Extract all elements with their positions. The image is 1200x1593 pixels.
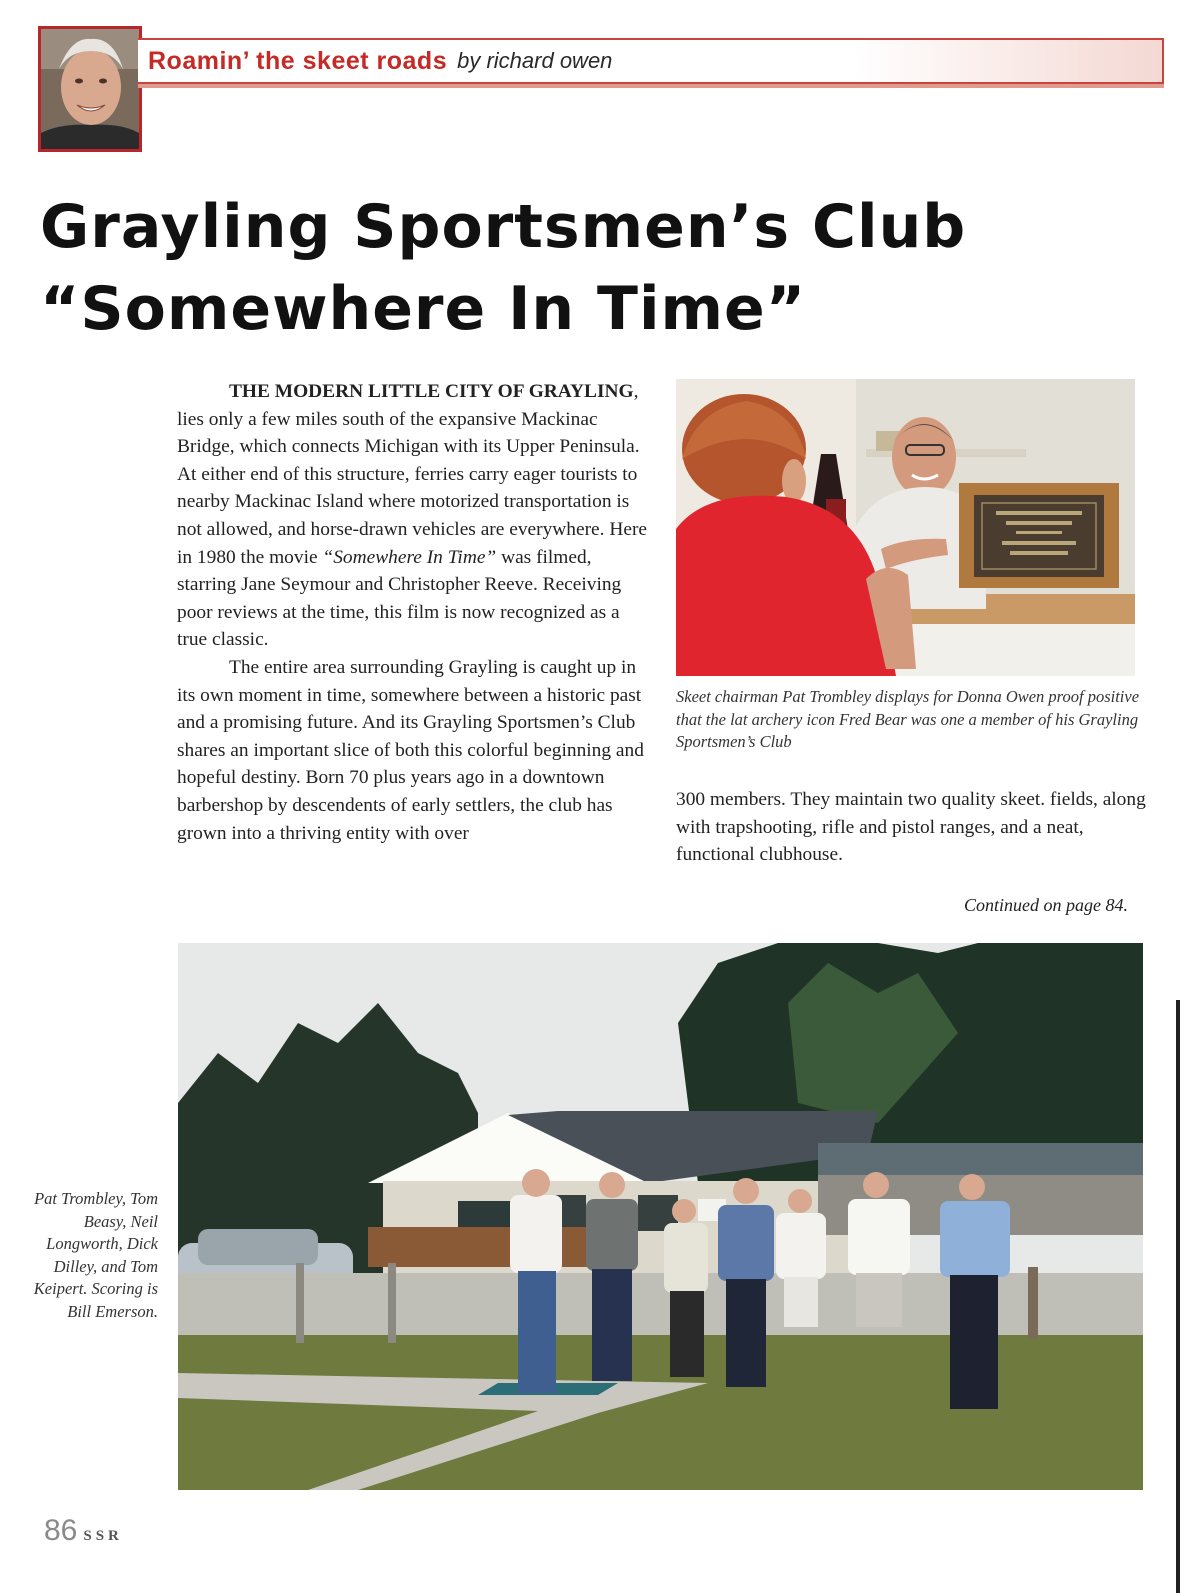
article-headline	[40, 186, 1140, 350]
byline: by richard owen	[457, 48, 613, 73]
binding-edge	[1172, 120, 1180, 1593]
body-column-left	[177, 378, 647, 847]
body-paragraph-1	[177, 378, 647, 654]
body-paragraph-2: The entire area surrounding Grayling is caught up in its own moment in time, somewhere between a historic past and a promising future. And its Grayling Sportsmen’s Club shares an important slice of both this colorful beginning and hopeful destiny. Born 70 plus years ago in a downtown barbershop by descendents of early settlers, the club has grown into a thriving entity with over	[177, 656, 644, 844]
page-number: 86	[44, 1514, 78, 1547]
magazine-name: SSR	[83, 1528, 123, 1544]
movie-title: “Somewhere In Time”	[322, 546, 497, 568]
paragraph-1-text-a: , lies only a few miles south of the expansive Mackinac Bridge, which connects Michigan with its Upper Peninsula. At either end of this structure, ferries carry eager tourists to nearby Mackinac Island where motorized transportation is not allowed, and horse-drawn vehicles are everywhere. Here in 1980 the movie	[177, 381, 648, 568]
binding-line	[1176, 1000, 1180, 1593]
plaque-photo-caption: Skeet chairman Pat Trombley displays for Donna Owen proof positive that the lat archery icon Fred Bear was one a member of his Grayling Sportsmen’s Club	[676, 687, 1140, 751]
group-photo-caption: Pat Trombley, Tom Beasy, Neil Longworth, Dick Dilley, and Tom Keipert. Scoring is Bill Emerson.	[33, 1189, 158, 1321]
page-folio	[44, 1514, 123, 1548]
column-header-bar	[138, 38, 1164, 84]
paragraph-1-text-b: was filmed, starring Jane Seymour and Christopher Reeve. Receiving poor reviews at the time, this film is now recognized as a true classic.	[177, 546, 622, 651]
group-photo	[178, 943, 1143, 1490]
author-portrait-photo	[38, 26, 142, 152]
column-name: Roamin’ the skeet roads	[148, 46, 448, 75]
headline-line-1: Grayling Sportsmen’s Club	[40, 192, 967, 262]
headline-line-2: “Somewhere In Time”	[40, 274, 807, 344]
lead-in: THE MODERN LITTLE CITY OF GRAYLING	[229, 381, 634, 402]
continued-note: Continued on page 84.	[964, 895, 1128, 915]
plaque-photo	[676, 379, 1135, 676]
body-paragraph-3: 300 members. They maintain two quality skeet. fields, along with trapshooting, rifle and pistol ranges, and a neat, functional clubhouse.	[676, 789, 1146, 866]
